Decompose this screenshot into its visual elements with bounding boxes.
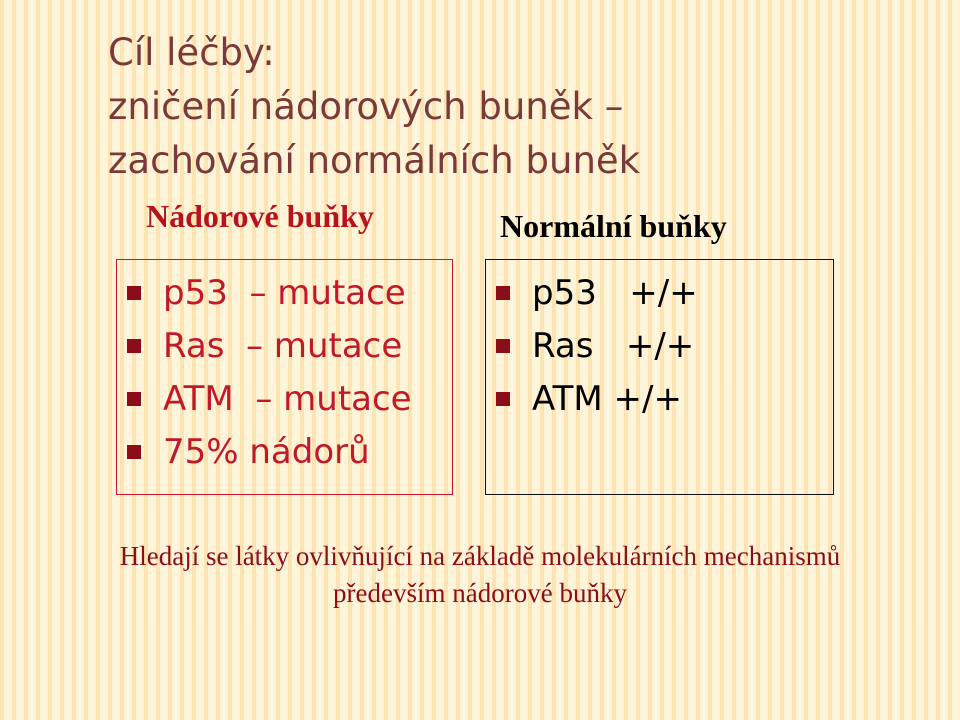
footer-note (0, 538, 960, 612)
list-item-text: ATM +/+ (532, 378, 682, 419)
title-line-3: zachování normálních buněk (108, 139, 641, 182)
list-item-text: ATM – mutace (163, 378, 412, 419)
tumor-cells-list (127, 266, 412, 478)
list-item (127, 425, 412, 478)
square-bullet-icon (127, 286, 141, 300)
list-item (496, 266, 698, 319)
slide-title (108, 26, 640, 188)
list-item (127, 319, 412, 372)
list-item-text: p53 – mutace (163, 272, 406, 313)
list-item (496, 319, 698, 372)
footer-line-1: Hledají se látky ovlivňující na základě molekulárních mechanismů (119, 541, 841, 571)
title-line-1: Cíl léčby: (108, 31, 275, 74)
list-item (127, 372, 412, 425)
list-item-text: p53 +/+ (532, 272, 698, 313)
list-item-text: 75% nádorů (163, 431, 370, 472)
tumor-cells-heading: Nádorové buňky (146, 198, 374, 234)
tumor-cells-box (116, 259, 453, 495)
title-line-2: zničení nádorových buněk – (108, 85, 624, 128)
square-bullet-icon (127, 339, 141, 353)
square-bullet-icon (496, 339, 510, 353)
list-item (496, 372, 698, 425)
square-bullet-icon (127, 445, 141, 459)
footer-line-2: především nádorové buňky (333, 578, 627, 608)
square-bullet-icon (496, 286, 510, 300)
list-item-text: Ras +/+ (532, 325, 695, 366)
square-bullet-icon (496, 392, 510, 406)
square-bullet-icon (127, 392, 141, 406)
list-item (127, 266, 412, 319)
normal-cells-box (485, 259, 834, 495)
list-item-text: Ras – mutace (163, 325, 403, 366)
normal-cells-heading: Normální buňky (500, 208, 727, 244)
normal-cells-list (496, 266, 698, 425)
